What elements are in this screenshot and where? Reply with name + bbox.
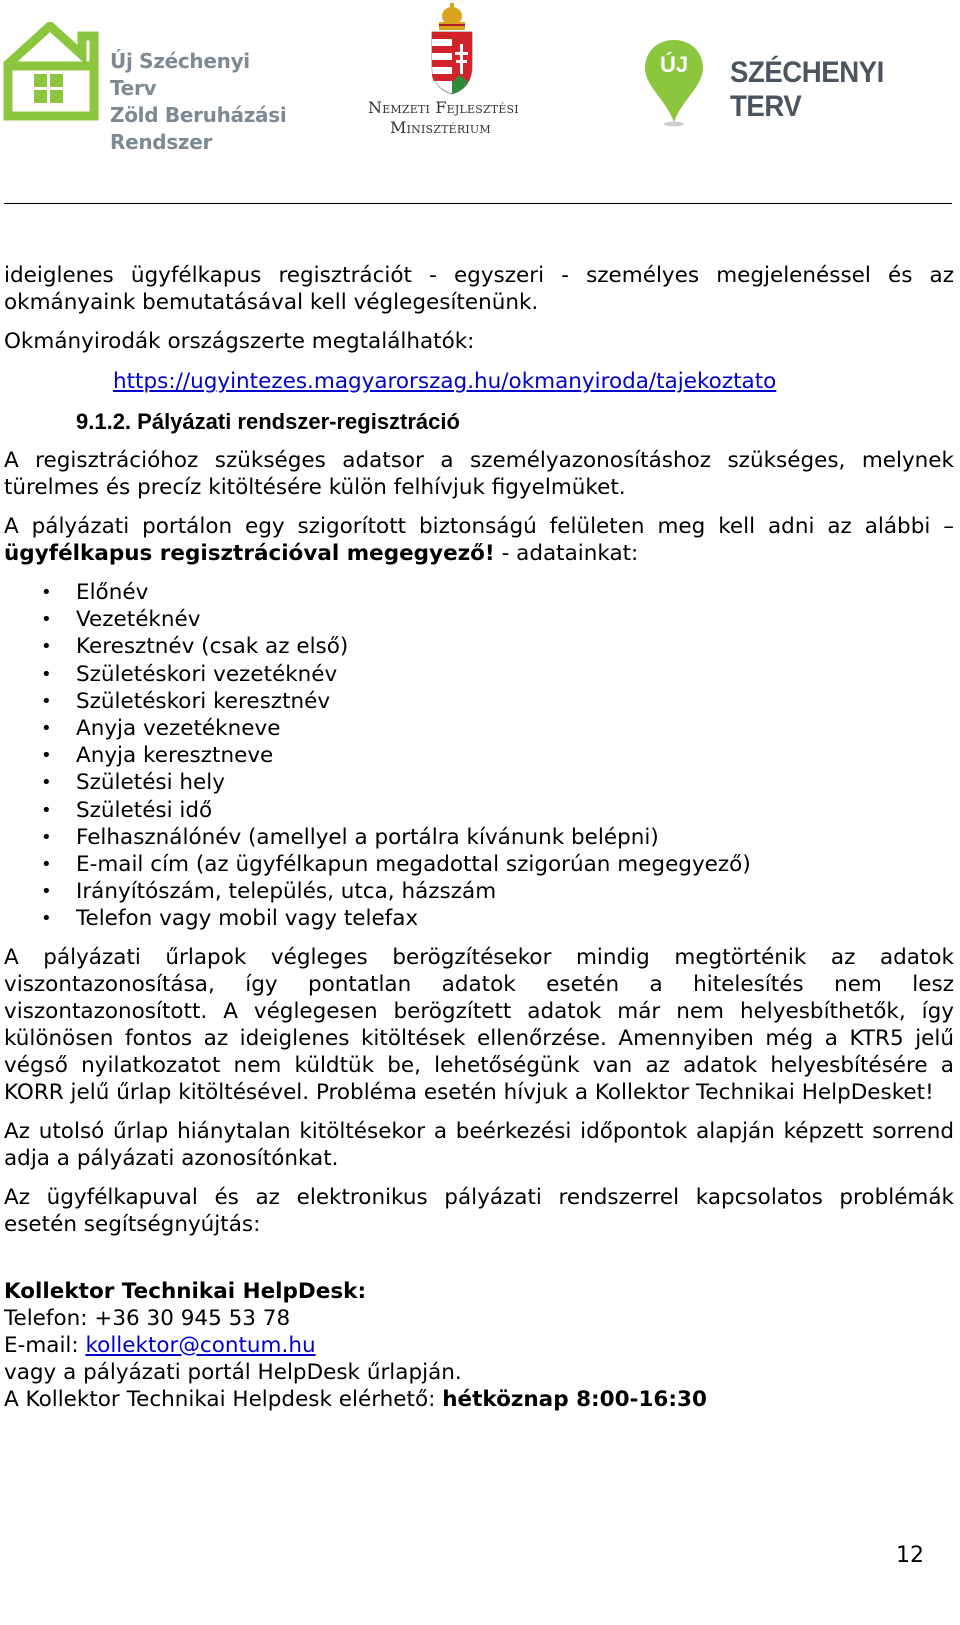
ministry-logo: [368, 2, 568, 142]
logo-left-line-1: Új Széchenyi Terv: [110, 49, 250, 100]
logo-center-line-1: Nemzeti Fejlesztési: [368, 98, 519, 117]
paragraph-offices: Okmányirodák országszerte megtalálhatók:: [4, 329, 475, 354]
page-header: [0, 0, 960, 210]
helpdesk-portal-line: vagy a pályázati portál HelpDesk űrlapján.: [4, 1359, 462, 1385]
helpdesk-email-line: [4, 1332, 954, 1359]
logo-center-line-2: Minisztérium: [390, 118, 491, 137]
logo-left-line-2: Zöld Beruházási: [110, 103, 287, 127]
list-item: • Anyja vezetékneve: [4, 715, 954, 742]
logo-left-line-3: Rendszer: [110, 130, 213, 154]
paragraph-portal-end: - adatainkat:: [494, 541, 639, 566]
helpdesk-hours: hétköznap 8:00-16:30: [442, 1386, 707, 1412]
list-item: • Vezetéknév: [4, 606, 954, 633]
document-body: [4, 262, 954, 1413]
paragraph-ordering: Az utolsó űrlap hiánytalan kitöltésekor a beérkezési időpontok alapján képzett sorrend adja a pályázati azonosítónkat.: [4, 1118, 954, 1171]
helpdesk-hours-label: A Kollektor Technikai Helpdesk elérhető:: [4, 1386, 443, 1412]
helpdesk-email-link[interactable]: kollektor@contum.hu: [85, 1332, 316, 1358]
section-heading: 9.1.2. Pályázati rendszer-regisztráció: [76, 409, 460, 434]
list-item: • Keresztnév (csak az első): [4, 633, 954, 660]
logo-left-text: [110, 48, 302, 156]
helpdesk-phone: Telefon: +36 30 945 53 78: [4, 1305, 291, 1331]
list-item: • Anyja keresztneve: [4, 742, 954, 769]
okmanyiroda-link[interactable]: https://ugyintezes.magyarorszag.hu/okmanyiroda/tajekoztato: [113, 369, 777, 394]
helpdesk-block: [4, 1278, 954, 1413]
coat-of-arms-icon: [368, 2, 568, 98]
paragraph-portal-bold: ügyfélkapus regisztrációval megegyező!: [4, 541, 495, 566]
list-item: • Irányítószám, település, utca, házszám: [4, 878, 954, 905]
list-item: • Születési hely: [4, 769, 954, 796]
uszt-zbr-logo: [2, 22, 302, 154]
page-number: 12: [896, 1543, 924, 1568]
paragraph-portal: [4, 513, 954, 567]
list-item: • Telefon vagy mobil vagy telefax: [4, 905, 954, 932]
uj-szechenyi-terv-logo: [660, 38, 960, 128]
required-data-list: [4, 579, 954, 933]
paragraph-verification: A pályázati űrlapok végleges berögzítésekor mindig megtörténik az adatok viszontazonosítása, így pontatlan adatok esetén a hitelesítés nem lesz viszontazonosított. A véglegesen berögzített adatok már nem helyesbíthetők, így különösen fontos az ideiglenes kitöltések ellenőrzése. Amennyiben még a KTR5 jelű végső nyilatkozatot nem küldtük be, lehetőségünk van az adatok helyesbítésére a KORR jelű űrlap kitöltésével. Probléma esetén hívjuk a Kollektor Technikai HelpDesket!: [4, 944, 954, 1105]
header-divider: [4, 203, 952, 204]
paragraph-registration-finalize: ideiglenes ügyfélkapus regisztrációt - egyszeri - személyes megjelenéssel és az okmányaink bemutatásával kell véglegesítenünk.: [4, 263, 954, 315]
logo-right-word: SZÉCHENYI TERV: [730, 56, 884, 123]
helpdesk-email-label: E-mail:: [4, 1332, 86, 1358]
logo-center-text: [368, 98, 568, 138]
helpdesk-hours-line: [4, 1386, 954, 1413]
list-item: • Születéskori vezetéknév: [4, 661, 954, 688]
list-item: • Születéskori keresztnév: [4, 688, 954, 715]
list-item: • Születési idő: [4, 797, 954, 824]
list-item: • Előnév: [4, 579, 954, 606]
link-line: [4, 368, 954, 395]
list-item: • E-mail cím (az ügyfélkapun megadottal szigorúan megegyező): [4, 851, 954, 878]
list-item: • Felhasználónév (amellyel a portálra kívánunk belépni): [4, 824, 954, 851]
green-house-icon: [2, 22, 102, 122]
helpdesk-title: Kollektor Technikai HelpDesk:: [4, 1278, 367, 1304]
logo-right-badge: ÚJ: [659, 52, 689, 77]
paragraph-data-intro: A regisztrációhoz szükséges adatsor a személyazonosításhoz szükséges, melynek türelmes és precíz kitöltésére külön felhívjuk figyelmüket.: [4, 448, 954, 500]
paragraph-portal-text: A pályázati portálon egy szigorított biztonságú felületen meg kell adni az alábbi –: [4, 514, 954, 539]
paragraph-support: Az ügyfélkapuval és az elektronikus pályázati rendszerrel kapcsolatos problémák esetén segítségnyújtás:: [4, 1184, 954, 1237]
